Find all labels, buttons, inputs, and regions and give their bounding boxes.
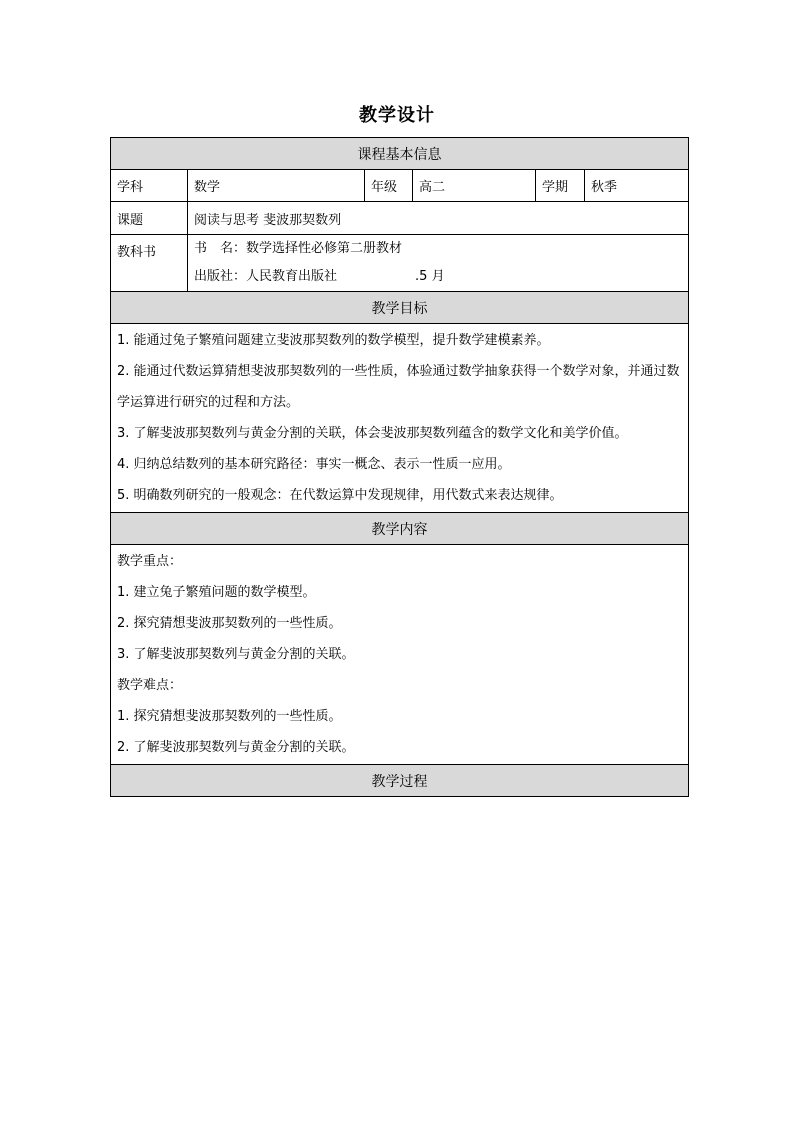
textbook-row — [111, 235, 689, 292]
grade-label: 年级 — [365, 170, 413, 202]
difficult-point-item: 2. 了解斐波那契数列与黄金分割的关联。 — [117, 740, 355, 755]
topic-value: 阅读与思考 斐波那契数列 — [188, 202, 689, 235]
objectives-row — [111, 324, 689, 513]
objective-item: 5. 明确数列研究的一般观念：在代数运算中发现规律，用代数式来表达规律。 — [117, 488, 563, 503]
content-row — [111, 545, 689, 765]
key-point-item: 1. 建立兔子繁殖问题的数学模型。 — [117, 585, 316, 600]
book-name-line — [194, 235, 682, 263]
basic-info-header: 课程基本信息 — [111, 138, 689, 170]
difficult-point-item: 1. 探究猜想斐波那契数列的一些性质。 — [117, 709, 342, 724]
process-header: 教学过程 — [111, 765, 689, 797]
subject-value: 数学 — [188, 170, 365, 202]
difficult-points-label: 教学难点： — [117, 678, 183, 693]
textbook-info — [188, 235, 689, 292]
content-header-row — [111, 513, 689, 545]
textbook-label: 教科书 — [111, 235, 188, 292]
content-list — [111, 545, 689, 765]
objective-item: 3. 了解斐波那契数列与黄金分割的关联，体会斐波那契数列蕴含的数学文化和美学价值。 — [117, 426, 628, 441]
book-name-value: 数学选择性必修第二册教材 — [246, 241, 403, 256]
topic-label: 课题 — [111, 202, 188, 235]
basic-info-header-row — [111, 138, 689, 170]
publisher-value: 人民教育出版社 — [246, 269, 338, 284]
publication-month: .5 月 — [415, 269, 445, 284]
objective-item: 1. 能通过兔子繁殖问题建立斐波那契数列的数学模型，提升数学建模素养。 — [117, 333, 550, 348]
document-title: 教学设计 — [359, 105, 435, 126]
topic-row — [111, 202, 689, 235]
key-point-item: 3. 了解斐波那契数列与黄金分割的关联。 — [117, 647, 355, 662]
objective-item: 2. 能通过代数运算猜想斐波那契数列的一些性质，体验通过数学抽象获得一个数学对象，并通过数学运算进行研究的过程和方法。 — [117, 364, 680, 410]
publisher-line — [194, 263, 682, 291]
lesson-design-table — [110, 137, 689, 797]
term-value: 秋季 — [585, 170, 689, 202]
objectives-header-row — [111, 292, 689, 324]
process-header-row — [111, 765, 689, 797]
book-name-label: 书 名： — [194, 241, 247, 256]
objective-item: 4. 归纳总结数列的基本研究路径：事实一概念、表示一性质一应用。 — [117, 457, 511, 472]
term-label: 学期 — [536, 170, 585, 202]
publisher-label: 出版社： — [194, 269, 247, 284]
objectives-header: 教学目标 — [111, 292, 689, 324]
objectives-list — [111, 324, 689, 513]
key-point-item: 2. 探究猜想斐波那契数列的一些性质。 — [117, 616, 342, 631]
subject-label: 学科 — [111, 170, 188, 202]
key-points-label: 教学重点： — [117, 554, 183, 569]
content-header: 教学内容 — [111, 513, 689, 545]
subject-row — [111, 170, 689, 202]
grade-value: 高二 — [413, 170, 536, 202]
